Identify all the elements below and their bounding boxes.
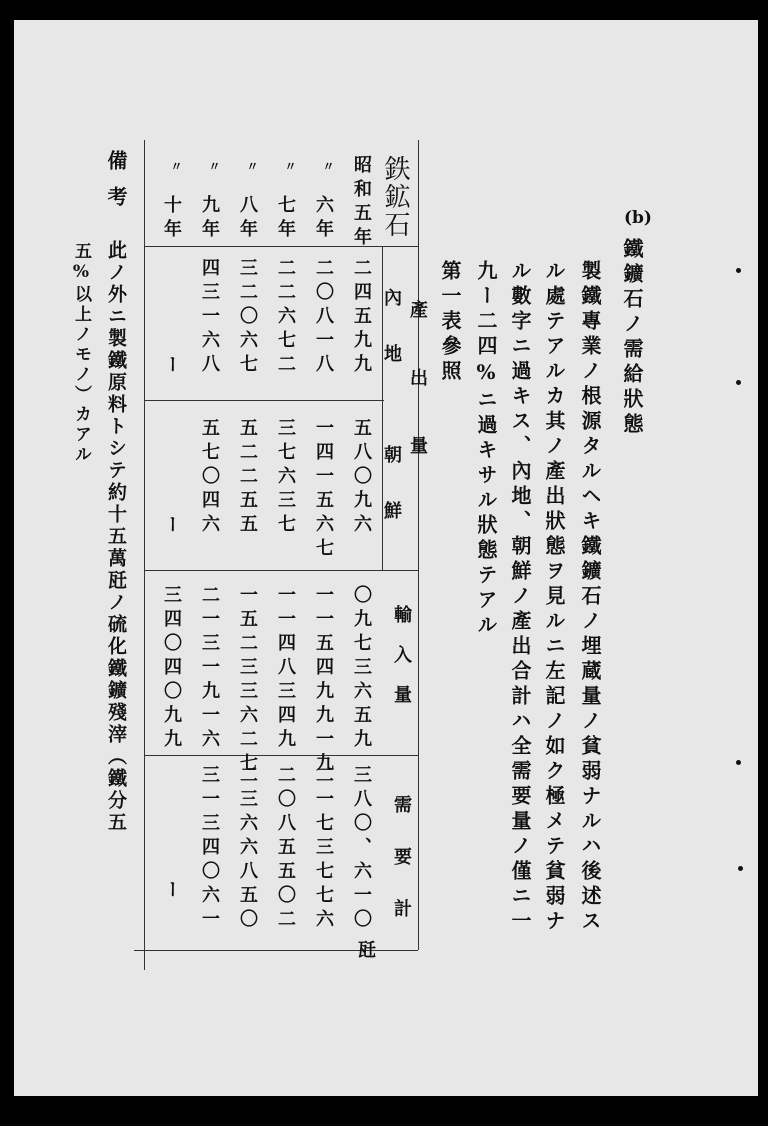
cell-total: 三八〇、六一〇: [351, 765, 372, 933]
cell-import: 三四〇四〇九九: [161, 585, 182, 753]
cell-total: 二〇八五五〇二: [275, 765, 296, 933]
cell-import: 二一三一九一六: [199, 585, 220, 753]
cell-naichi: 三二〇六七: [237, 258, 258, 378]
margin-mark: [736, 380, 741, 385]
remarks-line-1: 此ノ外ニ製鐵原料トシテ約十五萬瓩ノ硫化鐵鑛殘滓（鐵分五: [105, 240, 127, 834]
cell-chosen: 五二二五五: [237, 418, 258, 538]
row-year: 七年: [275, 195, 296, 243]
cell-total: 二一七三七七六: [313, 765, 334, 933]
row-year: 八年: [237, 195, 258, 243]
col-header-naichi: 內地: [381, 288, 402, 400]
row-year: 昭和五年: [351, 155, 372, 251]
cell-naichi: 二二六七二: [275, 258, 296, 378]
ditto-mark: 〃: [321, 160, 335, 172]
paragraph-line-3: ル數字ニ過キス、內地、朝鮮ノ產出合計ハ全需要量ノ僅ニ一: [508, 260, 532, 935]
margin-mark: [736, 760, 741, 765]
cell-chosen: 一四一五六七: [313, 418, 334, 562]
section-label: (b): [624, 208, 652, 228]
cell-import: 〇九七三六五九: [351, 585, 372, 753]
col-header-chosen: 朝鮮: [381, 445, 402, 557]
unit-label: 瓩: [355, 940, 376, 964]
paragraph-line-1: 製鐵專業ノ根源タルヘキ鐵鑛石ノ埋蔵量ノ貧弱ナルハ後述ス: [578, 260, 602, 935]
cell-naichi: 二〇八一八: [313, 258, 334, 378]
table-reference: 第一表參照: [438, 260, 462, 385]
row-year: 九年: [199, 195, 220, 243]
row-year: 六年: [313, 195, 334, 243]
ditto-mark: 〃: [245, 160, 259, 172]
ditto-mark: 〃: [169, 160, 183, 172]
margin-mark: [736, 268, 741, 273]
ditto-mark: 〃: [283, 160, 297, 172]
cell-chosen: ー: [161, 515, 182, 539]
cell-import: 一五二三三六二七: [237, 585, 258, 777]
row-year: 十年: [161, 195, 182, 243]
col-header-total: 需要計: [391, 795, 412, 951]
cell-chosen: 五七〇四六: [199, 418, 220, 538]
production-header: 產出量: [407, 300, 428, 504]
cell-naichi: 二四五九九: [351, 258, 372, 378]
cell-chosen: 五八〇九六: [351, 418, 372, 538]
cell-chosen: 三七六三七: [275, 418, 296, 538]
document-page: [14, 20, 758, 1096]
cell-naichi: ー: [161, 355, 182, 379]
cell-total: 二三六六八五〇: [237, 765, 258, 933]
stub-header: 鉄鉱石: [380, 155, 410, 239]
cell-import: 一一四八三四九: [275, 585, 296, 753]
paragraph-line-4: 九ー二四%ニ過キサル狀態テアル: [474, 260, 498, 639]
cell-total: ー: [161, 880, 182, 904]
ditto-mark: 〃: [207, 160, 221, 172]
cell-naichi: 四三一六八: [199, 258, 220, 378]
cell-total: 三一三四〇六一: [199, 765, 220, 933]
col-header-import: 輸入量: [391, 605, 412, 725]
remarks-label: 備考: [104, 150, 128, 222]
margin-mark: [738, 866, 743, 871]
remarks-line-2: 五%以上ノモノ）カアル: [71, 242, 91, 465]
cell-import: 一一五四九九一九: [313, 585, 334, 777]
paragraph-line-2: ル處テアルカ其ノ產出狀態ヲ見ルニ左記ノ如ク極メテ貧弱ナ: [542, 260, 566, 935]
section-title: 鐵鑛石ノ需給狀態: [620, 238, 644, 438]
